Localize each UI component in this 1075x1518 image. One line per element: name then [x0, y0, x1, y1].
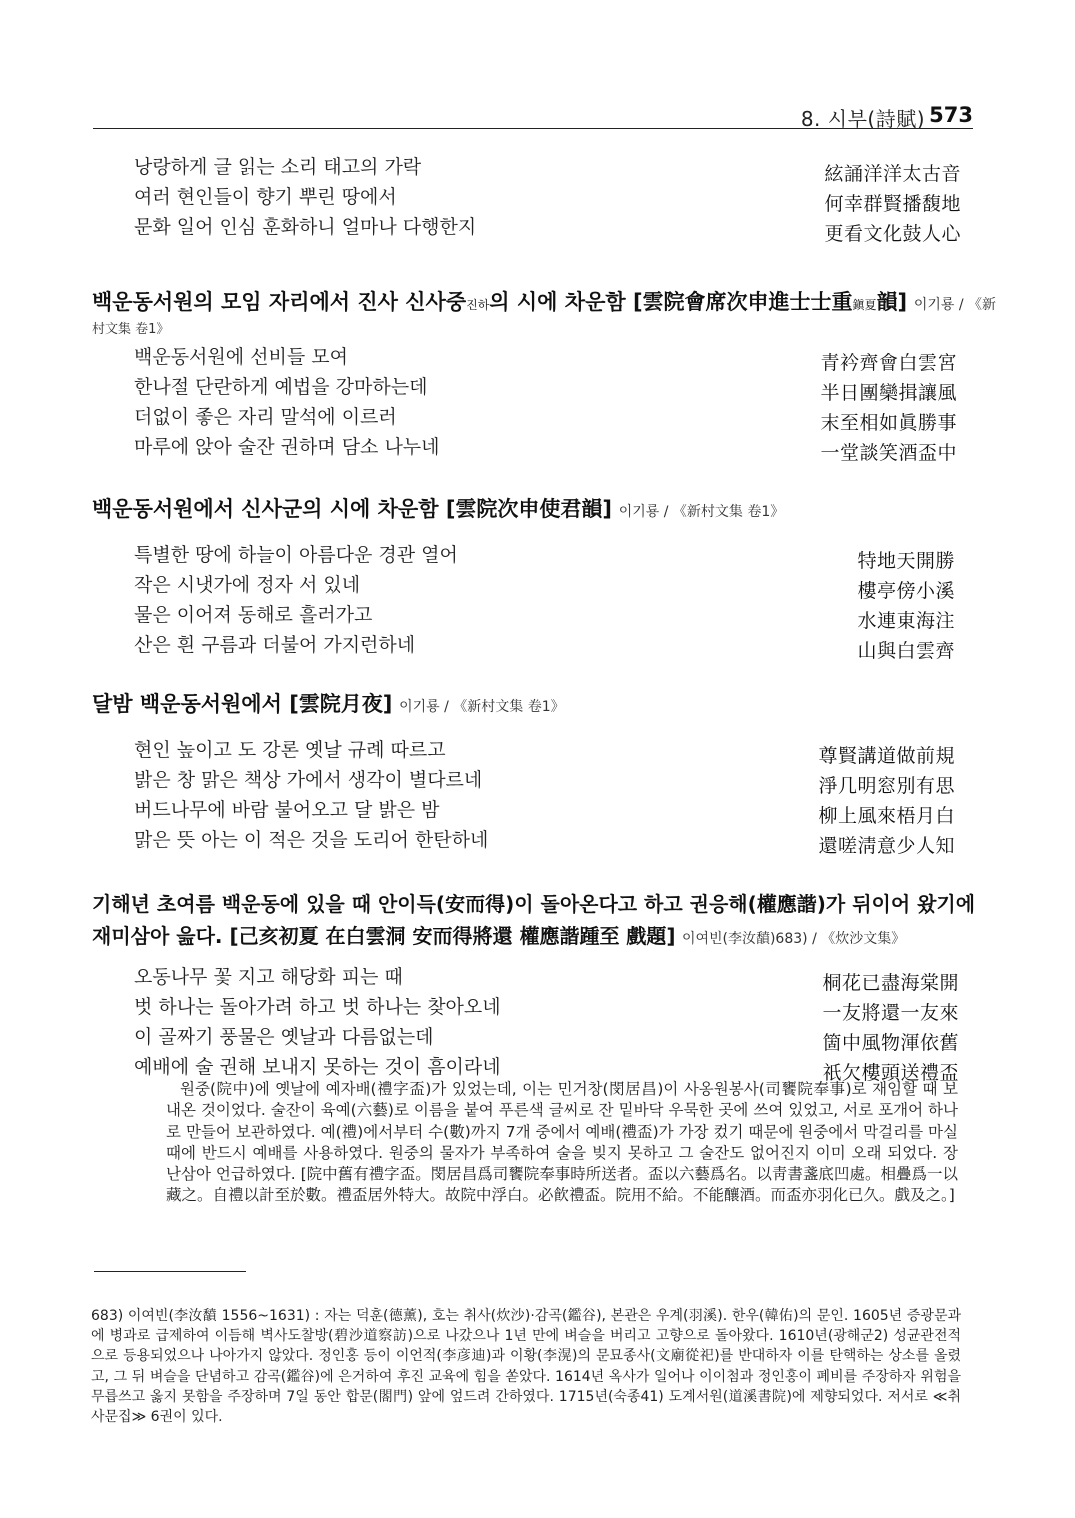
poem-title	[92, 286, 996, 316]
poem-line-korean: 마루에 앉아 술잔 권하며 담소 나누네	[134, 436, 440, 458]
poem-source: 이여빈(李汝馩)683) / 《炊沙文集》	[681, 931, 906, 947]
poem-line-chinese: 柳上風來梧月白	[818, 805, 955, 827]
poem-line-chinese: 何幸群賢播馥地	[824, 193, 961, 215]
poem-line-chinese: 箇中風物渾依舊	[822, 1032, 959, 1054]
poem-line-chinese: 一友將還一友來	[822, 1002, 959, 1024]
poem-line-korean: 작은 시냇가에 정자 서 있네	[134, 574, 361, 596]
poem-line-chinese: 桐花已盡海棠開	[822, 972, 959, 994]
footnote: 683) 이여빈(李汝馩 1556~1631) : 자는 덕훈(德薰), 호는 취사(炊沙)·감곡(鑑谷), 본관은 우계(羽溪). 한우(韓佑)의 문인. 1605년 증광문과에 병과로 급제하여 이듬해 벽사도찰방(碧沙道察訪)으로 나갔으나 1년 만에 벼슬을 버리고 고향으로 돌아왔다. 1610년(광해군2) 성균관전적으로 등용되었으나 나아가지 않았다. 정인홍 등이 이언적(李彦迪)과 이황(李滉)의 문묘종사(文廟從祀)를 반대하자 이를 탄핵하는 상소를 올렸고, 그 뒤 벼슬을 단념하고 감곡(鑑谷)에 은거하여 후진 교육에 힘을 쏟았다. 1614년 옥사가 일어나 이이첨과 정인홍이 폐비를 주장하자 위험을 무릅쓰고 옳지 못함을 주장하며 7일 동안 합문(閤門) 앞에 엎드려 간하였다. 1715년(숙종41) 도계서원(道溪書院)에 제향되었다. 저서로 ≪취사문집≫ 6권이 있다.	[91, 1308, 961, 1426]
poem-line-chinese: 尊賢講道做前規	[818, 745, 955, 767]
poem-line-korean: 문화 일어 인심 훈화하니 얼마나 다행한지	[134, 216, 477, 238]
poem-line-chinese: 更看文化鼓人心	[824, 223, 961, 245]
poem-line-korean: 이 골짜기 풍물은 옛날과 다름없는데	[134, 1026, 434, 1048]
poem-line-korean: 밝은 창 맑은 책상 가에서 생각이 별다르네	[134, 769, 483, 791]
poem-source-continued: 村文集 卷1》	[92, 322, 170, 337]
poem-line-korean: 특별한 땅에 하늘이 아름다운 경관 열어	[134, 544, 458, 566]
poem-line-chinese: 樓亭傍小溪	[857, 580, 955, 602]
poem-line-korean: 현인 높이고 도 강론 옛날 규례 따르고	[134, 739, 446, 761]
poem-source: 이기룡 / 《新村文集 卷1》	[399, 699, 565, 715]
poem-line-chinese: 半日團欒揖讓風	[820, 382, 957, 404]
poem-source: 이기룡 / 《新	[913, 297, 997, 313]
poem-line-chinese: 淨几明窓別有思	[818, 775, 955, 797]
poem-line-chinese: 還嗟淸意少人知	[818, 835, 955, 857]
poem-line-korean: 버드나무에 바람 불어오고 달 밝은 밤	[134, 799, 440, 821]
poem-line-chinese: 一堂談笑酒盃中	[820, 442, 957, 464]
poem-title-text: 기해년 초여름 백운동에 있을 때 안이득(安而得)이 돌아온다고 하고 권응해(權應諧)가 뒤이어 왔기에	[92, 892, 976, 916]
header-rule	[93, 128, 973, 129]
poem-line-chinese: 特地天開勝	[857, 550, 955, 572]
poem-line-korean: 백운동서원에 선비들 모여	[134, 346, 348, 368]
poem-title-text: 달밤 백운동서원에서 [雲院月夜]	[92, 692, 393, 716]
poem-line-korean: 산은 흰 구름과 더불어 가지런하네	[134, 634, 416, 656]
poem-title-subscript: 鎭夏	[852, 298, 877, 312]
poem-title-text: 백운동서원에서 신사군의 시에 차운함 [雲院次申使君韻]	[92, 497, 613, 521]
poem-line-chinese: 祇欠樓頭送禮盃	[822, 1062, 959, 1084]
poem-line-korean: 오동나무 꽃 지고 해당화 피는 때	[134, 966, 403, 988]
poem-title-text: 의 시에 차운함 [雲院會席次申進士士重	[489, 290, 853, 314]
poem-line-korean: 물은 이어져 동해로 흘러가고	[134, 604, 373, 626]
poem-line-korean: 더없이 좋은 자리 말석에 이르러	[134, 406, 397, 428]
poem-title-text: 재미삼아 읊다. [己亥初夏 在白雲洞 安而得將還 權應諧踵至 戲題]	[92, 924, 676, 948]
poem-line-korean: 맑은 뜻 아는 이 적은 것을 도리어 한탄하네	[134, 829, 489, 851]
poem-line-chinese: 青衿齊會白雲宮	[820, 352, 957, 374]
poem-line-korean: 예배에 술 권해 보내지 못하는 것이 흠이라네	[134, 1056, 501, 1078]
poem-line-korean: 낭랑하게 글 읽는 소리 태고의 가락	[134, 156, 422, 178]
poem-line-chinese: 水連東海注	[857, 610, 955, 632]
footnote-rule	[94, 1271, 246, 1272]
poem-line-korean: 여러 현인들이 향기 뿌린 땅에서	[134, 186, 397, 208]
poem-line-chinese: 末至相如眞勝事	[820, 412, 957, 434]
poem-line-korean: 벗 하나는 돌아가려 하고 벗 하나는 찾아오네	[134, 996, 501, 1018]
poem-line-korean: 한나절 단란하게 예법을 강마하는데	[134, 376, 428, 398]
section-heading: 8. 시부(詩賦)	[800, 107, 925, 131]
poem-source: 이기룡 / 《新村文集 卷1》	[618, 504, 785, 520]
poem-line-chinese: 山與白雲齊	[857, 640, 955, 662]
poem-title	[92, 493, 784, 523]
poem-title-text: 韻]	[876, 290, 908, 314]
poem-line-chinese: 絃誦洋洋太古音	[824, 163, 961, 185]
poem-title	[92, 688, 565, 718]
poem-commentary: 원중(院中)에 옛날에 예자배(禮字盃)가 있었는데, 이는 민거창(閔居昌)이 사옹원봉사(司饔院奉事)로 재임할 때 보내온 것이었다. 술잔이 육예(六藝)로 이름을 붙여 푸른색 글씨로 잔 밑바닥 우묵한 곳에 쓰여 있었고, 서로 포개어 하나로 만들어 보관하였다. 예(禮)에서부터 수(數)까지 7개 중에서 예배(禮盃)가 가장 컸기 때문에 원중에서 막걸리를 마실 때에 반드시 예배를 사용하였다. 원중의 물자가 부족하여 술을 빚지 못하고 그 술잔도 없어진지 이미 오래 되었다. 장난삼아 언급하였다. [院中舊有禮字盃。閔居昌爲司饔院奉事時所送者。盃以六藝爲名。以靑書盞底凹處。相疊爲一以藏之。自禮以計至於數。禮盃居外特大。故院中浮白。必飮禮盃。院用不給。不能釀酒。而盃亦羽化已久。戲及之。]	[166, 1080, 958, 1205]
poem-title	[92, 888, 975, 917]
page-number: 573	[929, 103, 973, 127]
poem-title	[92, 920, 905, 949]
poem-title-text: 백운동서원의 모임 자리에서 진사 신사중	[92, 290, 467, 314]
poem-title-subscript: 진하	[466, 298, 490, 312]
